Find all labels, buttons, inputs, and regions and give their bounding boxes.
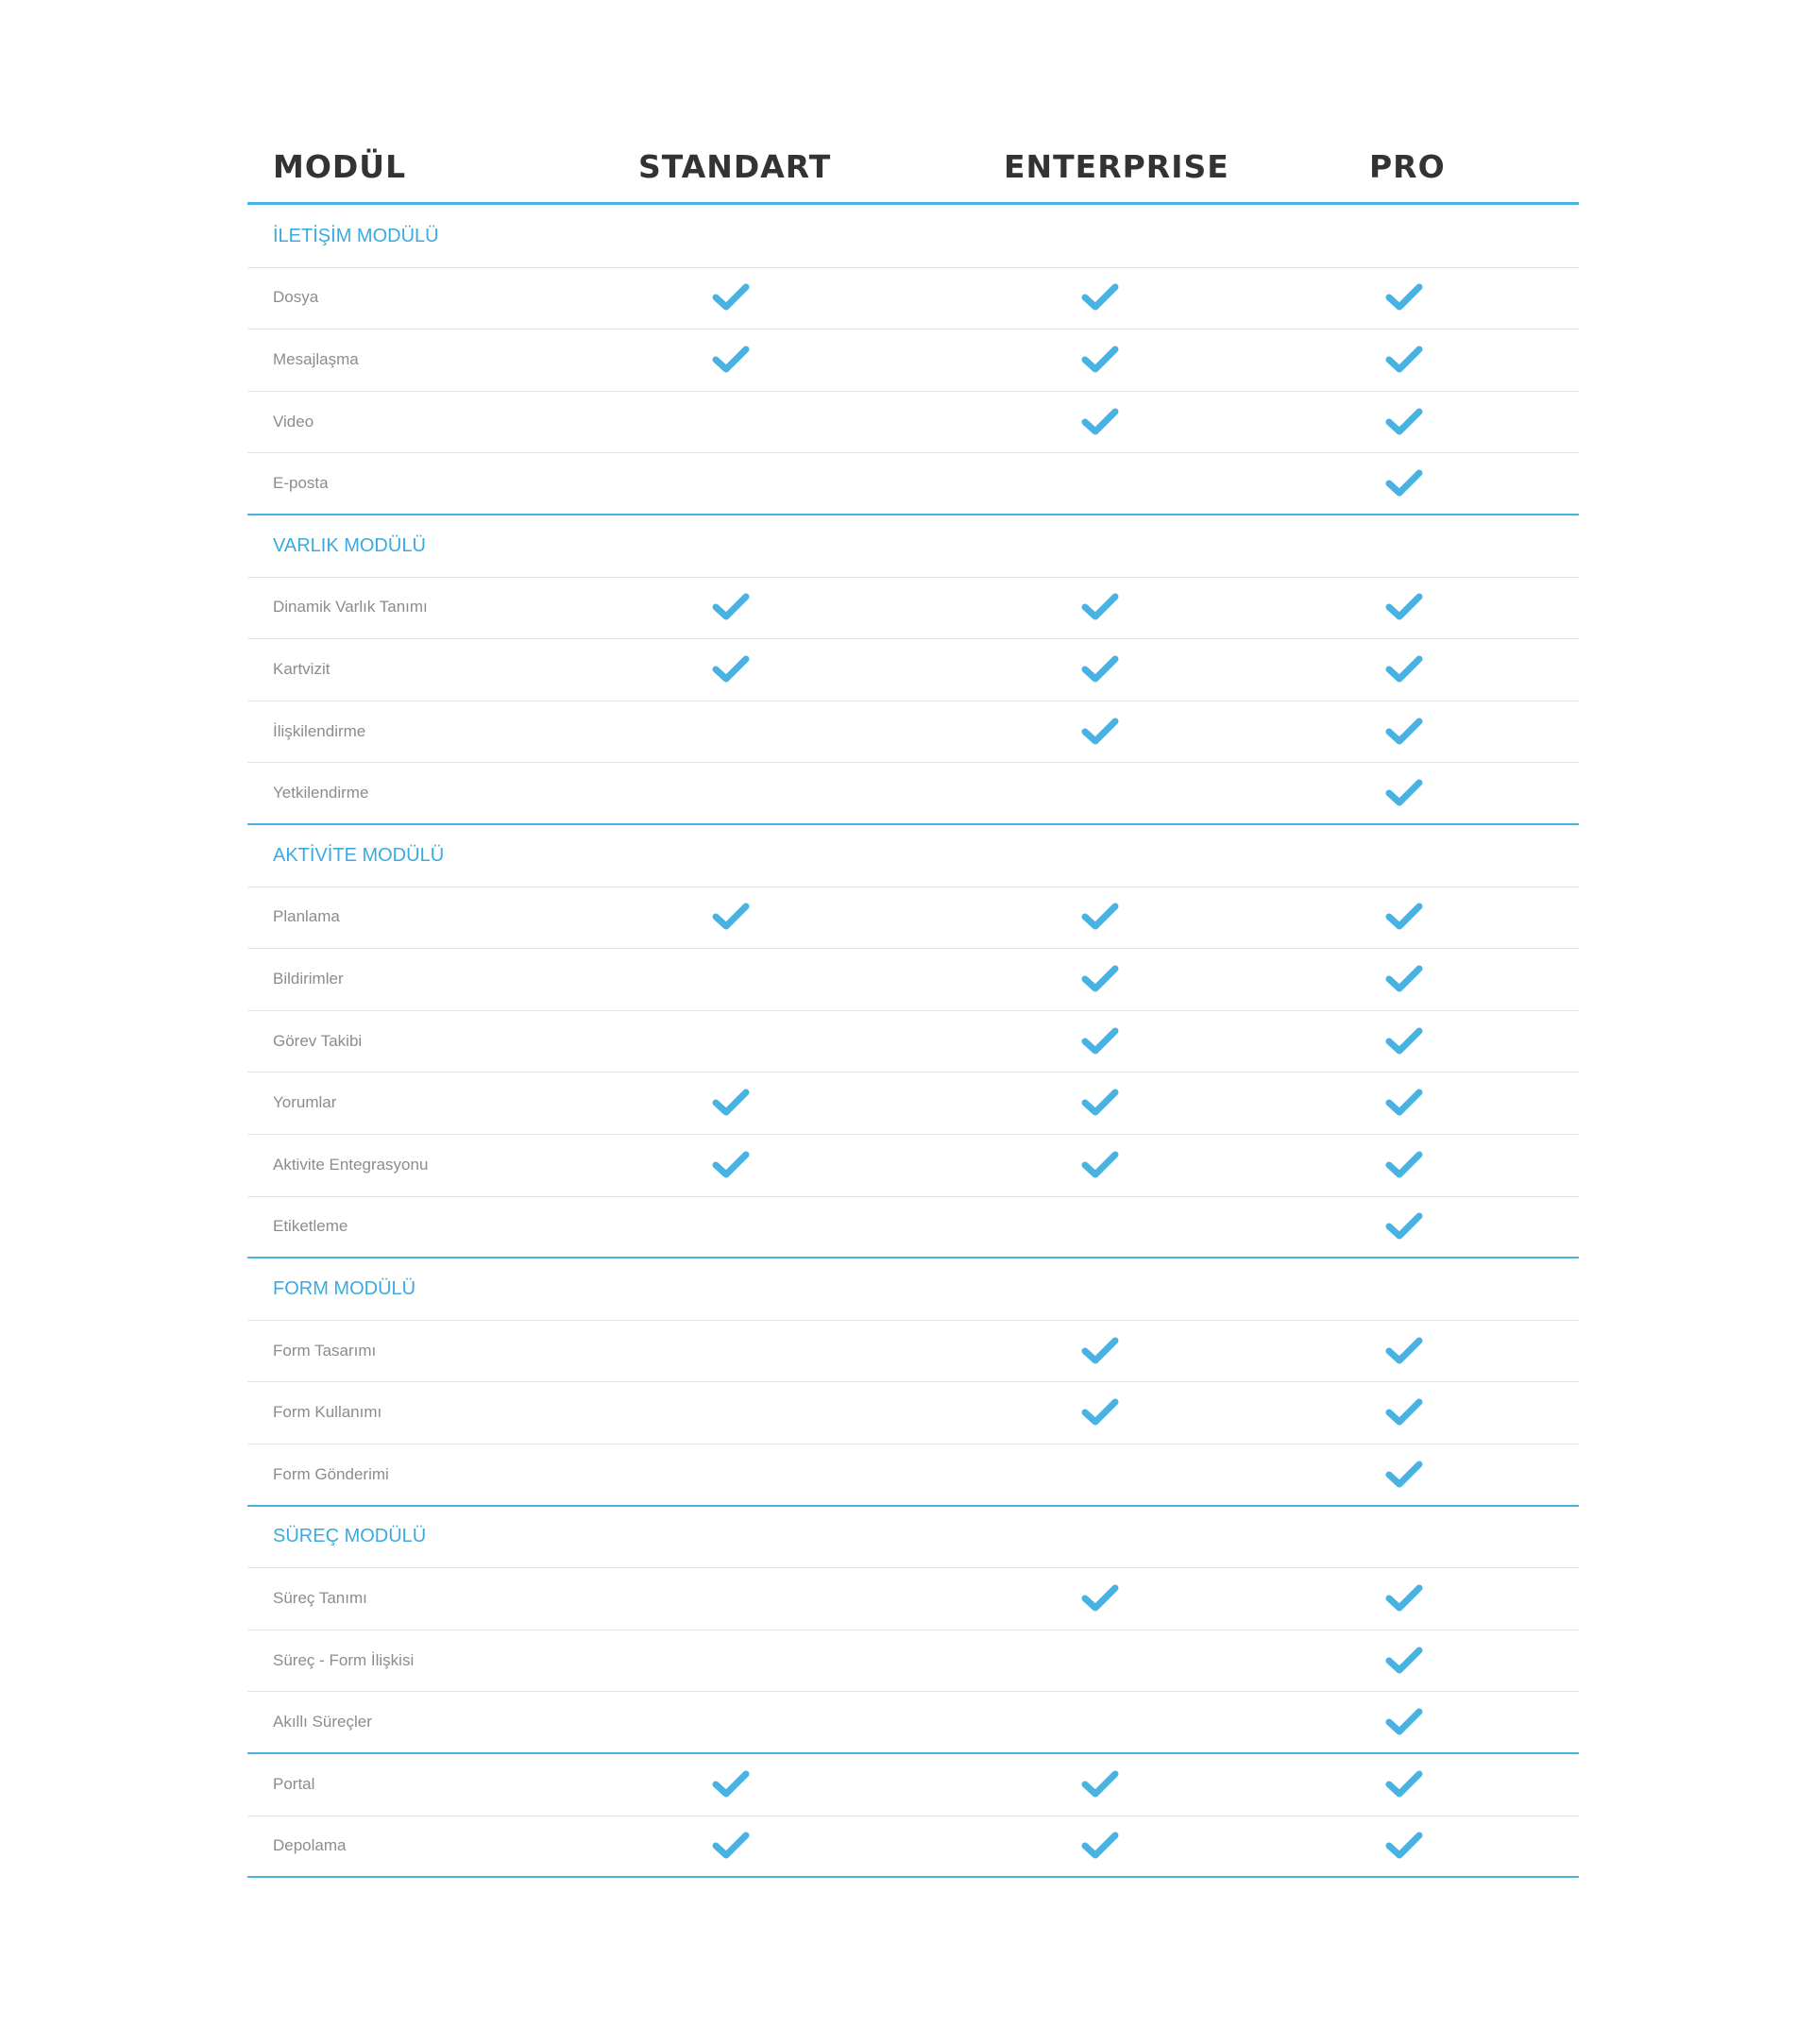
check-icon: [712, 1769, 750, 1799]
row-divider: [247, 1567, 1579, 1568]
section-divider: [247, 1752, 1579, 1754]
check-icon: [712, 282, 750, 313]
check-icon: [1081, 1769, 1119, 1799]
check-icon: [1385, 1707, 1423, 1737]
check-icon: [1385, 778, 1423, 808]
row-divider: [247, 1196, 1579, 1197]
row-divider: [247, 1381, 1579, 1382]
check-icon: [712, 592, 750, 622]
check-icon: [712, 1831, 750, 1861]
row-label: Yetkilendirme: [273, 784, 369, 802]
check-icon: [1385, 1150, 1423, 1180]
row-divider: [247, 948, 1579, 949]
check-icon: [1385, 282, 1423, 313]
check-icon: [1081, 654, 1119, 684]
check-icon: [1385, 964, 1423, 994]
section-divider: [247, 1505, 1579, 1507]
check-icon: [1385, 1397, 1423, 1427]
check-icon: [1385, 592, 1423, 622]
check-icon: [1081, 1397, 1119, 1427]
row-label: Form Kullanımı: [273, 1403, 382, 1422]
check-icon: [1385, 1026, 1423, 1056]
check-icon: [1385, 407, 1423, 437]
check-icon: [1385, 654, 1423, 684]
row-label: Görev Takibi: [273, 1031, 363, 1050]
check-icon: [1081, 345, 1119, 375]
check-icon: [1385, 1646, 1423, 1676]
check-icon: [1081, 1583, 1119, 1613]
row-label: Planlama: [273, 907, 340, 926]
row-label: Etiketleme: [273, 1217, 348, 1236]
section-title: AKTİVİTE MODÜLÜ: [273, 844, 445, 866]
row-label: Depolama: [273, 1836, 347, 1855]
row-divider: [247, 1320, 1579, 1321]
row-label: Akıllı Süreçler: [273, 1713, 372, 1731]
check-icon: [1385, 1831, 1423, 1861]
check-icon: [1081, 902, 1119, 932]
check-icon: [1385, 1211, 1423, 1242]
row-divider: [247, 452, 1579, 453]
check-icon: [1081, 964, 1119, 994]
row-label: Form Gönderimi: [273, 1464, 389, 1483]
section-divider: [247, 823, 1579, 825]
row-divider: [247, 391, 1579, 392]
row-label: Kartvizit: [273, 660, 330, 678]
column-header-module: MODÜL: [273, 148, 407, 185]
check-icon: [1081, 282, 1119, 313]
check-icon: [1081, 1026, 1119, 1056]
column-header-pro: PRO: [1369, 148, 1446, 185]
row-divider: [247, 1691, 1579, 1692]
check-icon: [1081, 717, 1119, 747]
section-divider: [247, 1876, 1579, 1878]
row-label: Portal: [273, 1774, 315, 1793]
check-icon: [1081, 1150, 1119, 1180]
row-label: Yorumlar: [273, 1093, 337, 1112]
check-icon: [1385, 1460, 1423, 1490]
check-icon: [1081, 1088, 1119, 1118]
check-icon: [1081, 1831, 1119, 1861]
check-icon: [712, 345, 750, 375]
section-title: İLETİŞİM MODÜLÜ: [273, 225, 439, 246]
check-icon: [1385, 1088, 1423, 1118]
check-icon: [712, 1088, 750, 1118]
section-divider: [247, 514, 1579, 515]
check-icon: [712, 902, 750, 932]
section-title: VARLIK MODÜLÜ: [273, 534, 426, 556]
row-label: E-posta: [273, 474, 329, 493]
row-label: Bildirimler: [273, 970, 344, 988]
check-icon: [712, 1150, 750, 1180]
section-divider: [247, 1257, 1579, 1258]
check-icon: [1385, 1336, 1423, 1366]
column-header-enterprise: ENTERPRISE: [1004, 148, 1229, 185]
check-icon: [1385, 717, 1423, 747]
row-label: Süreç Tanımı: [273, 1589, 367, 1607]
header-divider: [247, 202, 1579, 205]
row-divider: [247, 762, 1579, 763]
row-label: Dosya: [273, 288, 319, 307]
row-divider: [247, 638, 1579, 639]
row-label: İlişkilendirme: [273, 721, 366, 740]
row-label: Dinamik Varlık Tanımı: [273, 598, 428, 617]
row-divider: [247, 267, 1579, 268]
section-title: FORM MODÜLÜ: [273, 1278, 416, 1299]
row-divider: [247, 1072, 1579, 1073]
check-icon: [712, 654, 750, 684]
section-title: SÜREÇ MODÜLÜ: [273, 1526, 427, 1547]
check-icon: [1081, 1336, 1119, 1366]
check-icon: [1385, 345, 1423, 375]
check-icon: [1385, 1583, 1423, 1613]
row-label: Form Tasarımı: [273, 1341, 377, 1360]
row-label: Mesajlaşma: [273, 350, 359, 368]
check-icon: [1385, 902, 1423, 932]
column-header-standart: STANDART: [638, 148, 832, 185]
check-icon: [1081, 592, 1119, 622]
row-label: Video: [273, 412, 314, 431]
row-label: Süreç - Form İlişkisi: [273, 1650, 415, 1669]
row-divider: [247, 1134, 1579, 1135]
check-icon: [1385, 1769, 1423, 1799]
row-label: Aktivite Entegrasyonu: [273, 1155, 429, 1174]
check-icon: [1385, 468, 1423, 498]
check-icon: [1081, 407, 1119, 437]
row-divider: [247, 577, 1579, 578]
row-divider: [247, 1010, 1579, 1011]
